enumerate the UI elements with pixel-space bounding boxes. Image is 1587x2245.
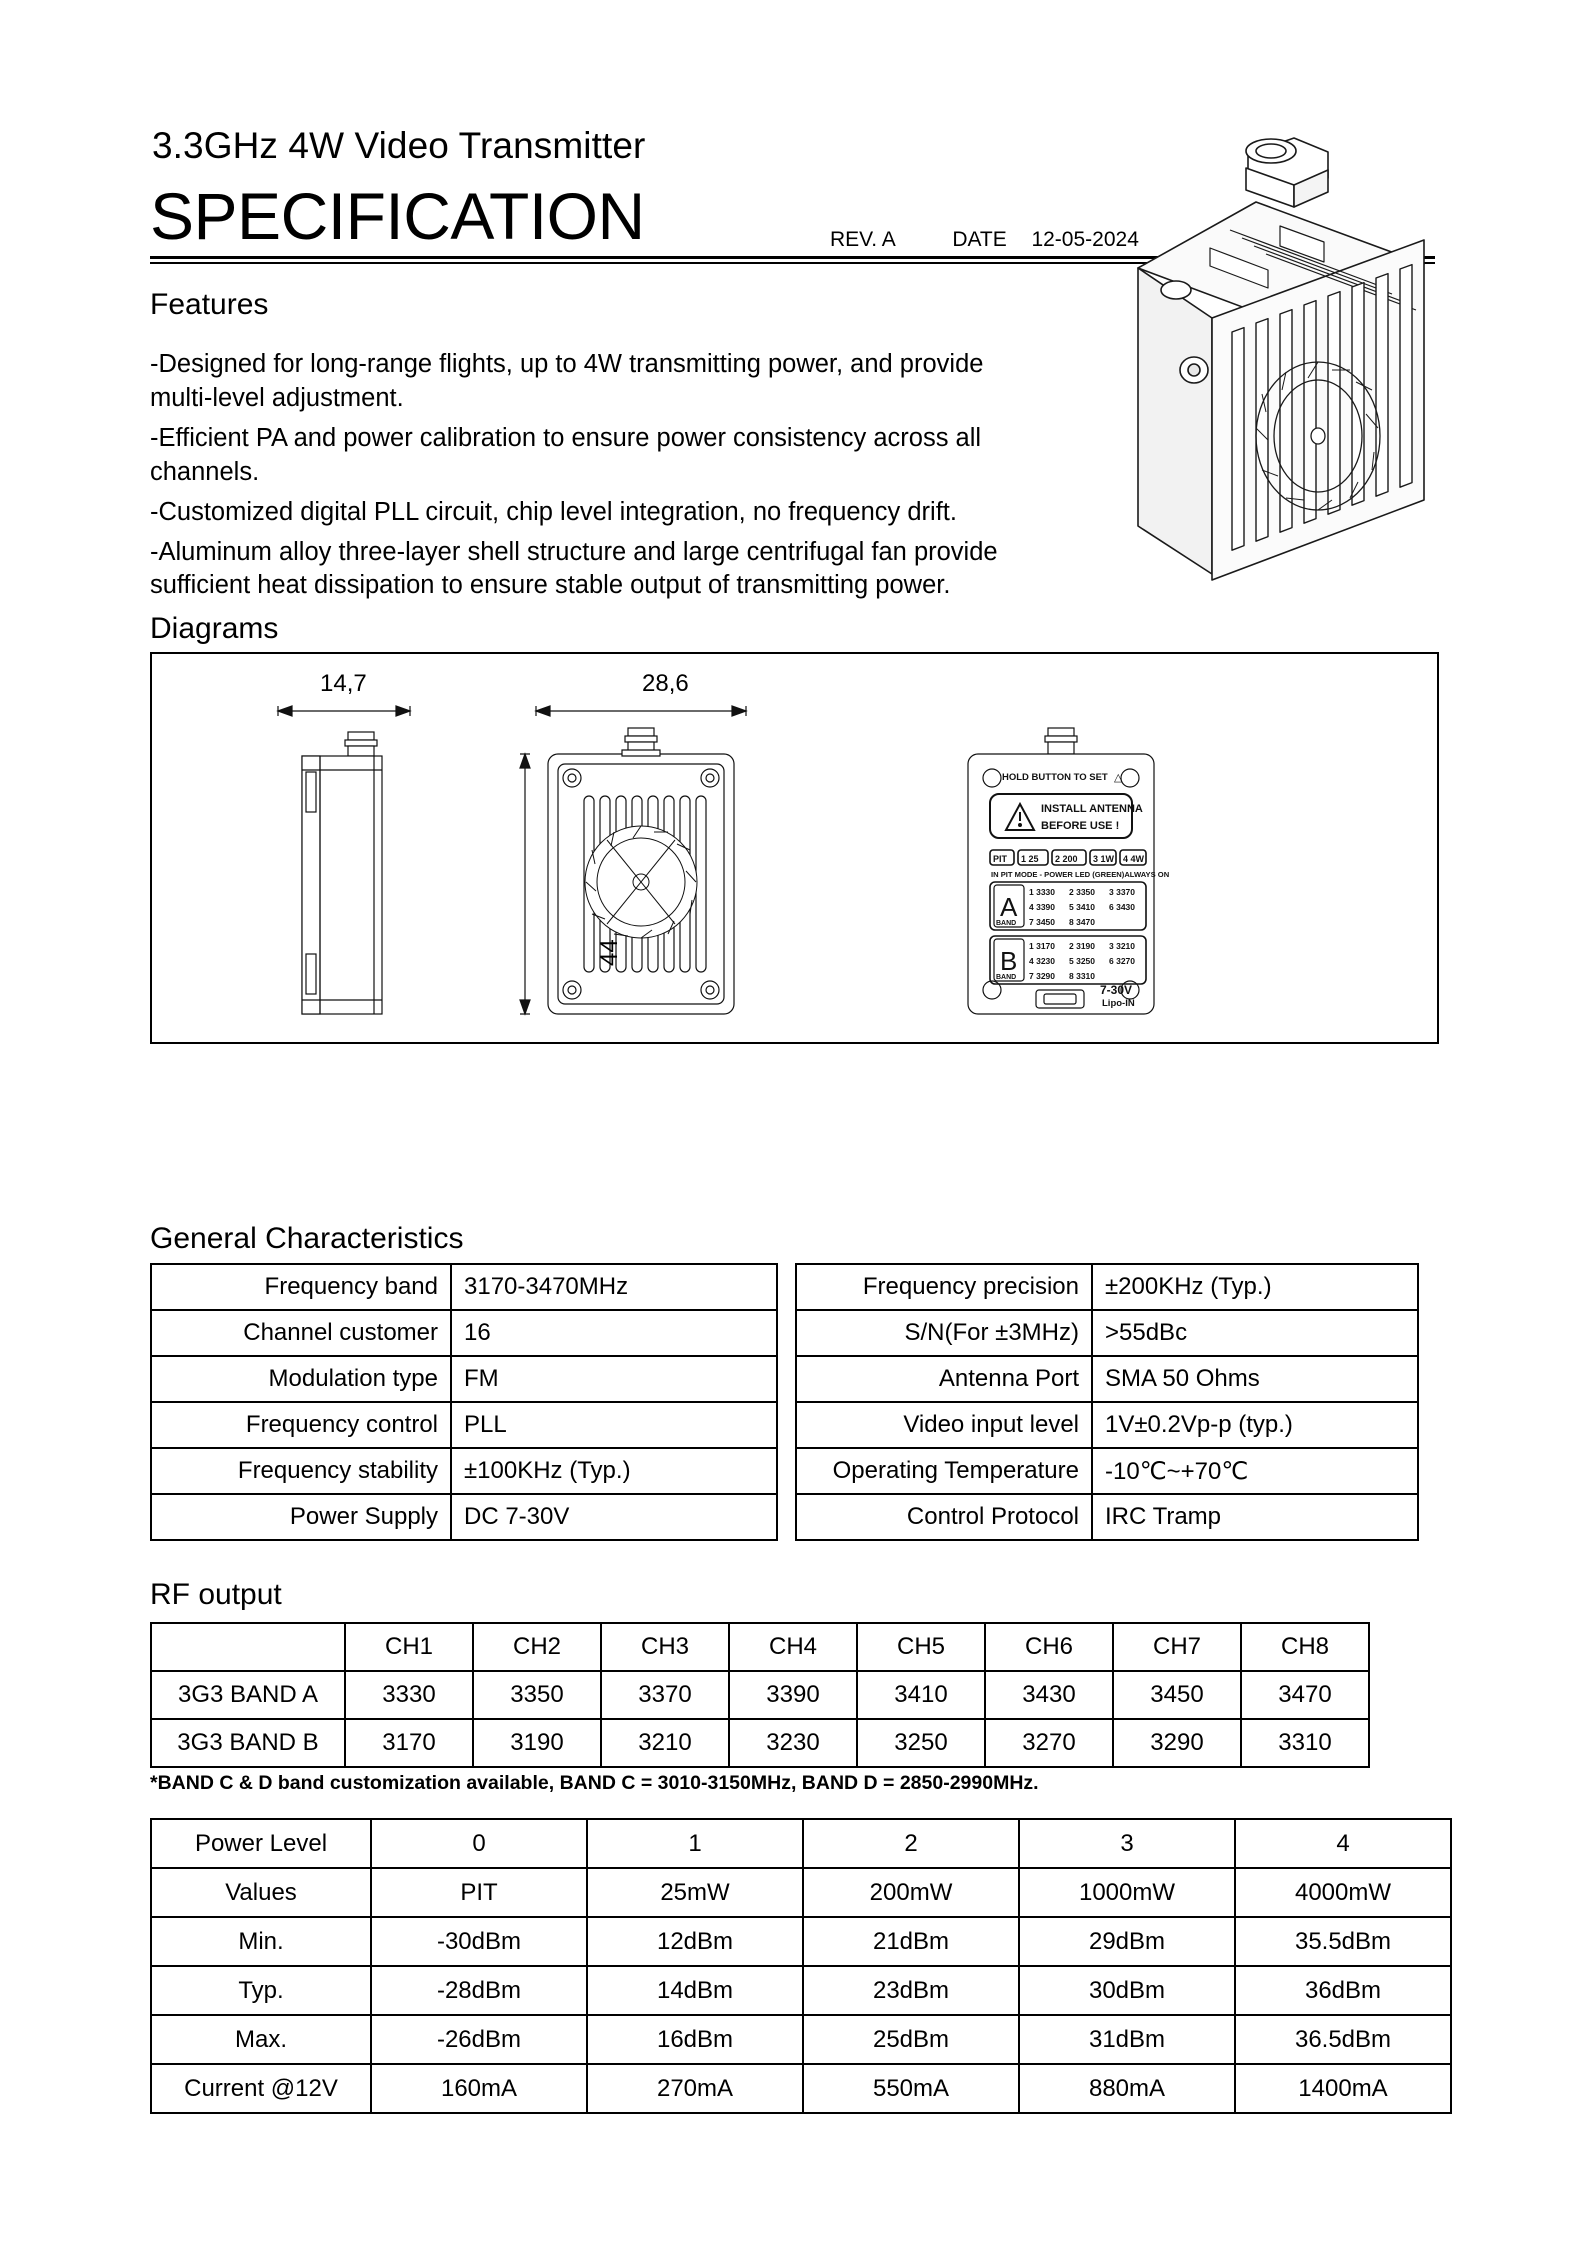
band-b-letter: B [1000,946,1018,976]
feature-item: -Designed for long-range flights, up to 4W transmitting power, and provide multi-level adjustment. [150,350,984,412]
band-b-ch: 5 3250 [1069,956,1095,966]
column-header: 0 [371,1819,587,1868]
table-row [151,1671,1369,1719]
band-b-ch: 7 3290 [1029,971,1055,981]
cell: 3430 [985,1671,1113,1719]
band-b-word: BAND [996,974,1017,981]
cell: 35.5dBm [1235,1917,1451,1966]
column-header: CH3 [601,1623,729,1671]
table-row [796,1356,1418,1402]
band-a-ch: 1 3330 [1029,887,1055,897]
cell: -30dBm [371,1917,587,1966]
row-key: Frequency control [151,1402,451,1448]
voltage-rating: 7-30V [1100,983,1133,997]
install-antenna-line2: BEFORE USE ! [1041,820,1120,832]
cell: 3390 [729,1671,857,1719]
table-row [151,1310,777,1356]
mode-chip: 2 200 [1055,854,1078,864]
row-key: Control Protocol [796,1494,1092,1540]
row-header: 3G3 BAND A [151,1671,345,1719]
row-key: Channel customer [151,1310,451,1356]
cell: 3190 [473,1719,601,1767]
column-header: CH2 [473,1623,601,1671]
table-row [796,1264,1418,1310]
band-a-ch: 2 3350 [1069,887,1095,897]
column-header: CH4 [729,1623,857,1671]
cell: 550mA [803,2064,1019,2113]
band-b-ch: 4 3230 [1029,956,1055,966]
table-row [151,1494,777,1540]
table-row [151,1264,777,1310]
cell: 160mA [371,2064,587,2113]
row-header: Min. [151,1917,371,1966]
row-key: Antenna Port [796,1356,1092,1402]
column-header: CH7 [1113,1623,1241,1671]
revision-info [830,228,1139,252]
document-subtitle: 3.3GHz 4W Video Transmitter [152,125,646,166]
table-row [796,1448,1418,1494]
row-key: Power Supply [151,1494,451,1540]
cell: 3350 [473,1671,601,1719]
front-height-dimension: 44 [596,939,623,966]
general-characteristics-right-table [795,1263,1419,1541]
row-key: Frequency band [151,1264,451,1310]
date-value: 12-05-2024 [1031,228,1139,251]
row-value: 16 [451,1310,777,1356]
feature-item: -Aluminum alloy three-layer shell structure and large centrifugal fan provide sufficient heat dissipation to ensure stable output of transmitting power. [150,537,998,600]
orthographic-views [152,654,1433,1038]
cell: 29dBm [1019,1917,1235,1966]
cell: 3250 [857,1719,985,1767]
column-header: 2 [803,1819,1019,1868]
cell: 36dBm [1235,1966,1451,2015]
band-b-ch: 2 3190 [1069,941,1095,951]
front-width-dimension: 28,6 [642,670,689,697]
cell: 3310 [1241,1719,1369,1767]
diagrams-heading: Diagrams [150,612,279,645]
cell: 1000mW [1019,1868,1235,1917]
cell: 23dBm [803,1966,1019,2015]
feature-item: -Efficient PA and power calibration to ensure power consistency across all channels. [150,423,982,486]
features-heading: Features [150,288,269,321]
lipo-input-label: Lipo-IN [1102,998,1135,1009]
general-characteristics-heading: General Characteristics [150,1222,464,1255]
cell: 3410 [857,1671,985,1719]
date-label: DATE [952,228,1007,251]
table-row [151,1966,1451,2015]
row-value: DC 7-30V [451,1494,777,1540]
cell: 880mA [1019,2064,1235,2113]
row-header: 3G3 BAND B [151,1719,345,1767]
table-row [151,1719,1369,1767]
features-list [150,348,1030,609]
cell: -28dBm [371,1966,587,2015]
row-value: 1V±0.2Vp-p (typ.) [1092,1402,1418,1448]
table-row [796,1494,1418,1540]
cell: 36.5dBm [1235,2015,1451,2064]
mode-chip: 3 1W [1093,854,1115,864]
cell: 3290 [1113,1719,1241,1767]
row-key: Operating Temperature [796,1448,1092,1494]
diagrams-panel [150,652,1439,1044]
band-customization-note: *BAND C & D band customization available, BAND C = 3010-3150MHz, BAND D = 2850-2990MHz. [150,1772,1039,1794]
cell: 3270 [985,1719,1113,1767]
band-a-letter: A [1000,892,1018,922]
band-a-ch: 8 3470 [1069,917,1095,927]
cell: 3230 [729,1719,857,1767]
column-header: CH6 [985,1623,1113,1671]
cell: -26dBm [371,2015,587,2064]
table-row [151,1917,1451,1966]
row-header: Values [151,1868,371,1917]
rf-output-heading: RF output [150,1578,282,1611]
band-a-word: BAND [996,920,1017,927]
rf-output-table [150,1622,1370,1768]
table-header-row [151,1819,1451,1868]
mode-chip: 1 25 [1021,854,1039,864]
cell: 3470 [1241,1671,1369,1719]
row-value: ±100KHz (Typ.) [451,1448,777,1494]
cell: 270mA [587,2064,803,2113]
general-characteristics-left-table [150,1263,778,1541]
product-render [1110,118,1450,608]
cell: 3330 [345,1671,473,1719]
row-value: >55dBc [1092,1310,1418,1356]
cell: PIT [371,1868,587,1917]
cell: 30dBm [1019,1966,1235,2015]
row-key: S/N(For ±3MHz) [796,1310,1092,1356]
page-title: SPECIFICATION [150,179,645,253]
row-value: IRC Tramp [1092,1494,1418,1540]
install-antenna-line1: INSTALL ANTENNA [1041,803,1143,815]
table-row [151,2015,1451,2064]
mode-chip: 4 4W [1123,854,1145,864]
transmitter-illustration [1110,118,1450,608]
hold-button-text: HOLD BUTTON TO SET [1002,772,1108,783]
table-row [151,1402,777,1448]
cell: 21dBm [803,1917,1019,1966]
triangle-icon: △ [1114,772,1123,784]
table-row [796,1310,1418,1356]
row-value: PLL [451,1402,777,1448]
cell: 16dBm [587,2015,803,2064]
cell: 3170 [345,1719,473,1767]
cell: 3370 [601,1671,729,1719]
row-key: Modulation type [151,1356,451,1402]
cell: 1400mA [1235,2064,1451,2113]
cell: 3450 [1113,1671,1241,1719]
row-header: Max. [151,2015,371,2064]
pit-mode-note: IN PIT MODE - POWER LED (GREEN)ALWAYS ON [991,870,1170,879]
band-a-ch: 6 3430 [1109,902,1135,912]
table-row [151,1356,777,1402]
table-row [796,1402,1418,1448]
row-value: -10℃~+70℃ [1092,1448,1418,1494]
column-header: CH1 [345,1623,473,1671]
side-view [278,706,410,1014]
row-key: Frequency stability [151,1448,451,1494]
band-a-ch: 7 3450 [1029,917,1055,927]
mode-chip: PIT [993,854,1008,864]
row-key: Frequency precision [796,1264,1092,1310]
cell: 12dBm [587,1917,803,1966]
row-header: Current @12V [151,2064,371,2113]
band-b-ch: 1 3170 [1029,941,1055,951]
row-value: ±200KHz (Typ.) [1092,1264,1418,1310]
column-header: CH8 [1241,1623,1369,1671]
band-a-ch: 3 3370 [1109,887,1135,897]
row-header: Power Level [151,1819,371,1868]
cell: 4000mW [1235,1868,1451,1917]
front-view [520,706,746,1014]
side-width-dimension: 14,7 [320,670,367,697]
feature-item: -Customized digital PLL circuit, chip level integration, no frequency drift. [150,497,957,526]
column-header: 4 [1235,1819,1451,1868]
cell: 31dBm [1019,2015,1235,2064]
band-b-ch: 6 3270 [1109,956,1135,966]
band-b-ch: 3 3210 [1109,941,1135,951]
column-header: 3 [1019,1819,1235,1868]
power-level-table [150,1818,1452,2114]
row-value: SMA 50 Ohms [1092,1356,1418,1402]
cell: 3210 [601,1719,729,1767]
band-a-ch: 4 3390 [1029,902,1055,912]
cell: 14dBm [587,1966,803,2015]
table-row [151,1448,777,1494]
cell: 25dBm [803,2015,1019,2064]
band-b-ch: 8 3310 [1069,971,1095,981]
revision-label: REV. A [830,228,895,251]
row-header: Typ. [151,1966,371,2015]
table-row [151,1868,1451,1917]
corner-cell [151,1623,345,1671]
table-header-row [151,1623,1369,1671]
row-key: Video input level [796,1402,1092,1448]
column-header: 1 [587,1819,803,1868]
table-row [151,2064,1451,2113]
row-value: 3170-3470MHz [451,1264,777,1310]
cell: 200mW [803,1868,1019,1917]
row-value: FM [451,1356,777,1402]
cell: 25mW [587,1868,803,1917]
band-a-ch: 5 3410 [1069,902,1095,912]
column-header: CH5 [857,1623,985,1671]
